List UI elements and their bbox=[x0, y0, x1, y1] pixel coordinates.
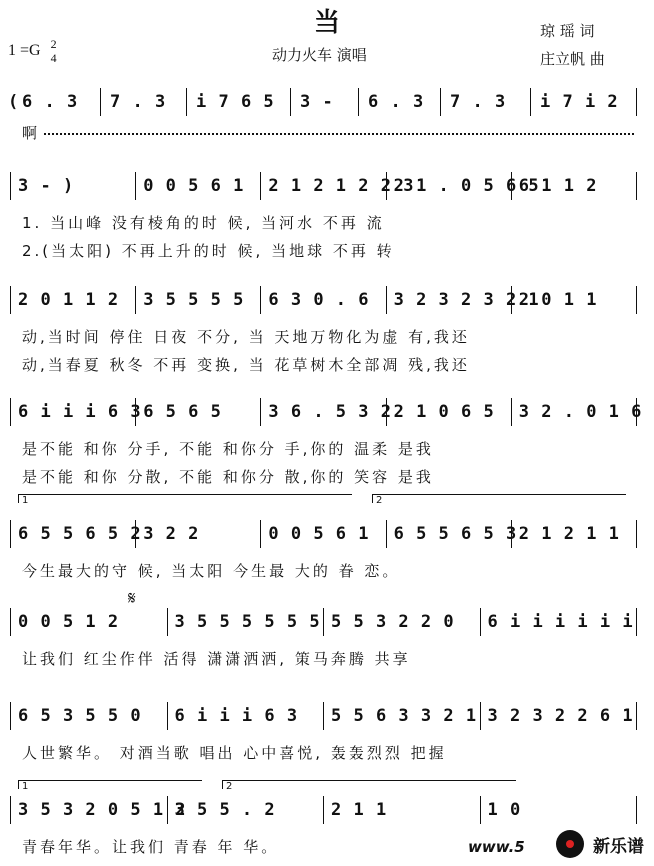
barline bbox=[386, 520, 387, 548]
meter-top: 2 bbox=[50, 37, 57, 51]
barline bbox=[10, 608, 11, 636]
barline bbox=[480, 608, 481, 636]
barline bbox=[10, 172, 11, 200]
segno-sign: 𝄋 bbox=[128, 588, 136, 609]
barline bbox=[10, 796, 11, 824]
time-signature bbox=[51, 38, 57, 65]
lyric-line: 2.(当太阳) 不再上升的时 候, 当地球 不再 转 bbox=[22, 242, 395, 260]
measure-notes: 3 5 5 5 5 bbox=[143, 290, 245, 310]
lyric-line: 让我们 红尘作伴 活得 潇潇洒洒, 策马奔腾 共享 bbox=[22, 650, 411, 668]
barline bbox=[323, 608, 324, 636]
barline bbox=[186, 88, 187, 116]
barline bbox=[290, 88, 291, 116]
measure-notes: 2 1 2 1 1 bbox=[518, 524, 620, 544]
barline bbox=[386, 286, 387, 314]
measure-notes: 2 1 1 bbox=[331, 800, 388, 820]
barline bbox=[358, 88, 359, 116]
barline bbox=[636, 702, 637, 730]
lyric-line: 是不能 和你 分散, 不能 和你分 散,你的 笑容 是我 bbox=[22, 468, 434, 486]
measure-notes: 3 2 3 2 2 6 1 bbox=[487, 706, 634, 726]
barline bbox=[135, 172, 136, 200]
barline bbox=[10, 520, 11, 548]
measure-notes: 1 0 bbox=[487, 800, 522, 820]
measure-notes: 3 2 2 bbox=[143, 524, 200, 544]
barline bbox=[100, 88, 101, 116]
measure-notes: 6 i i i i i i bbox=[487, 612, 634, 632]
lyric-line: 动,当春夏 秋冬 不再 变换, 当 花草树木全部凋 残,我还 bbox=[22, 356, 470, 374]
barline bbox=[135, 520, 136, 548]
first-ending-label: 1 bbox=[22, 495, 29, 506]
first-ending-bracket bbox=[18, 780, 202, 792]
measure-notes: 3 6 . 5 3 2 bbox=[268, 402, 392, 422]
barline bbox=[167, 608, 168, 636]
barline bbox=[260, 286, 261, 314]
measure-notes: 5 5 6 3 3 2 1 bbox=[331, 706, 478, 726]
barline bbox=[10, 702, 11, 730]
barline bbox=[10, 286, 11, 314]
intro-measure: 3 - bbox=[300, 92, 334, 112]
barline bbox=[636, 796, 637, 824]
lyric-line: 今生最大的守 候, 当太阳 今生最 大的 眷 恋。 bbox=[22, 562, 401, 580]
lyricist-credit: 琼 瑶 词 bbox=[540, 22, 595, 40]
measure-notes: 2 1 0 6 5 bbox=[393, 402, 495, 422]
lyric-line: 人世繁华。 对酒当歌 唱出 心中喜悦, 轰轰烈烈 把握 bbox=[22, 744, 447, 762]
record-disc-icon bbox=[556, 830, 584, 858]
measure-notes: 3 5 5 . 2 bbox=[174, 800, 276, 820]
song-title: 当 bbox=[313, 8, 340, 38]
measure-notes: 0 0 5 1 2 bbox=[18, 612, 120, 632]
sustain-dots bbox=[44, 133, 634, 135]
measure-notes: 6 5 3 5 5 0 bbox=[18, 706, 142, 726]
second-ending-bracket bbox=[222, 780, 516, 792]
barline bbox=[135, 286, 136, 314]
intro-measure: 6 . 3 bbox=[368, 92, 425, 112]
intro-measure: i 7 6 5 bbox=[196, 92, 275, 112]
barline bbox=[167, 702, 168, 730]
lyric-line: 动,当时间 停住 日夜 不分, 当 天地万物化为虚 有,我还 bbox=[22, 328, 470, 346]
logo-text: 新乐谱 bbox=[593, 836, 644, 857]
barline bbox=[386, 172, 387, 200]
measure-notes: 3 2 . 0 1 6 bbox=[518, 402, 643, 422]
measure-notes: 2 0 1 1 2 bbox=[18, 290, 120, 310]
barline bbox=[511, 172, 512, 200]
measure-notes: 6 1 1 2 bbox=[518, 176, 598, 196]
measure-notes: 2 0 1 1 bbox=[518, 290, 598, 310]
barline bbox=[260, 520, 261, 548]
barline bbox=[636, 398, 637, 426]
intro-measure: i 7 i 2 bbox=[540, 92, 619, 112]
first-ending-label: 1 bbox=[22, 781, 29, 792]
measure-notes: 6 5 5 6 5 3 bbox=[393, 524, 518, 544]
barline bbox=[323, 796, 324, 824]
barline bbox=[636, 172, 637, 200]
measure-notes: 5 5 3 2 2 0 bbox=[331, 612, 455, 632]
first-ending-bracket bbox=[18, 494, 352, 506]
barline bbox=[511, 286, 512, 314]
barline bbox=[480, 796, 481, 824]
measure-notes: 0 0 5 6 1 bbox=[143, 176, 245, 196]
barline bbox=[260, 172, 261, 200]
measure-notes: 6 3 0 . 6 bbox=[268, 290, 370, 310]
performer-credit: 动力火车 演唱 bbox=[272, 46, 367, 64]
barline bbox=[636, 286, 637, 314]
intro-measure: 6 . 3 bbox=[22, 92, 79, 112]
measure-notes: 6 5 6 5 bbox=[143, 402, 222, 422]
key-label: 1 =G bbox=[8, 42, 41, 60]
lyric-line: 青春年华。让我们 青春 年 华。 bbox=[22, 838, 280, 856]
barline bbox=[636, 88, 637, 116]
barline bbox=[530, 88, 531, 116]
barline bbox=[636, 608, 637, 636]
measure-notes: 6 5 5 6 5 2 bbox=[18, 524, 142, 544]
barline bbox=[480, 702, 481, 730]
barline bbox=[386, 398, 387, 426]
key-signature bbox=[8, 38, 57, 65]
intro-measure: 7 . 3 bbox=[110, 92, 167, 112]
site-logo[interactable] bbox=[556, 830, 644, 858]
intro-measure: 7 . 3 bbox=[450, 92, 507, 112]
second-ending-label: 2 bbox=[376, 495, 383, 506]
measure-notes: 3 5 3 2 0 5 1 2 bbox=[18, 800, 187, 820]
barline bbox=[636, 520, 637, 548]
lyric-line: 1. 当山峰 没有棱角的时 候, 当河水 不再 流 bbox=[22, 214, 385, 232]
measure-notes: 3 - ) bbox=[18, 176, 75, 196]
barline bbox=[511, 520, 512, 548]
meter-bottom: 4 bbox=[50, 51, 57, 65]
barline bbox=[440, 88, 441, 116]
measure-notes: 2 1 2 1 2 2 3 bbox=[268, 176, 415, 196]
second-ending-bracket bbox=[372, 494, 626, 506]
barline bbox=[260, 398, 261, 426]
barline bbox=[10, 398, 11, 426]
measure-notes: 6 i i i 6 3 bbox=[174, 706, 299, 726]
measure-notes: 6 i i i 6 3 bbox=[18, 402, 142, 422]
measure-notes: 3 2 3 2 3 2 1 bbox=[393, 290, 540, 310]
intro-lyric: 啊 bbox=[22, 124, 41, 142]
lyric-line: 是不能 和你 分手, 不能 和你分 手,你的 温柔 是我 bbox=[22, 440, 434, 458]
barline bbox=[511, 398, 512, 426]
measure-notes: 3 5 5 5 5 5 5 bbox=[174, 612, 321, 632]
intro-open-paren: ( bbox=[8, 92, 20, 112]
barline bbox=[135, 398, 136, 426]
watermark-text: www.5 bbox=[468, 838, 525, 856]
composer-credit: 庄立帆 曲 bbox=[540, 50, 605, 68]
barline bbox=[323, 702, 324, 730]
barline bbox=[167, 796, 168, 824]
measure-notes: 0 0 5 6 1 bbox=[268, 524, 370, 544]
second-ending-label: 2 bbox=[226, 781, 233, 792]
measure-notes: 2 1 . 0 5 6 5 bbox=[393, 176, 540, 196]
